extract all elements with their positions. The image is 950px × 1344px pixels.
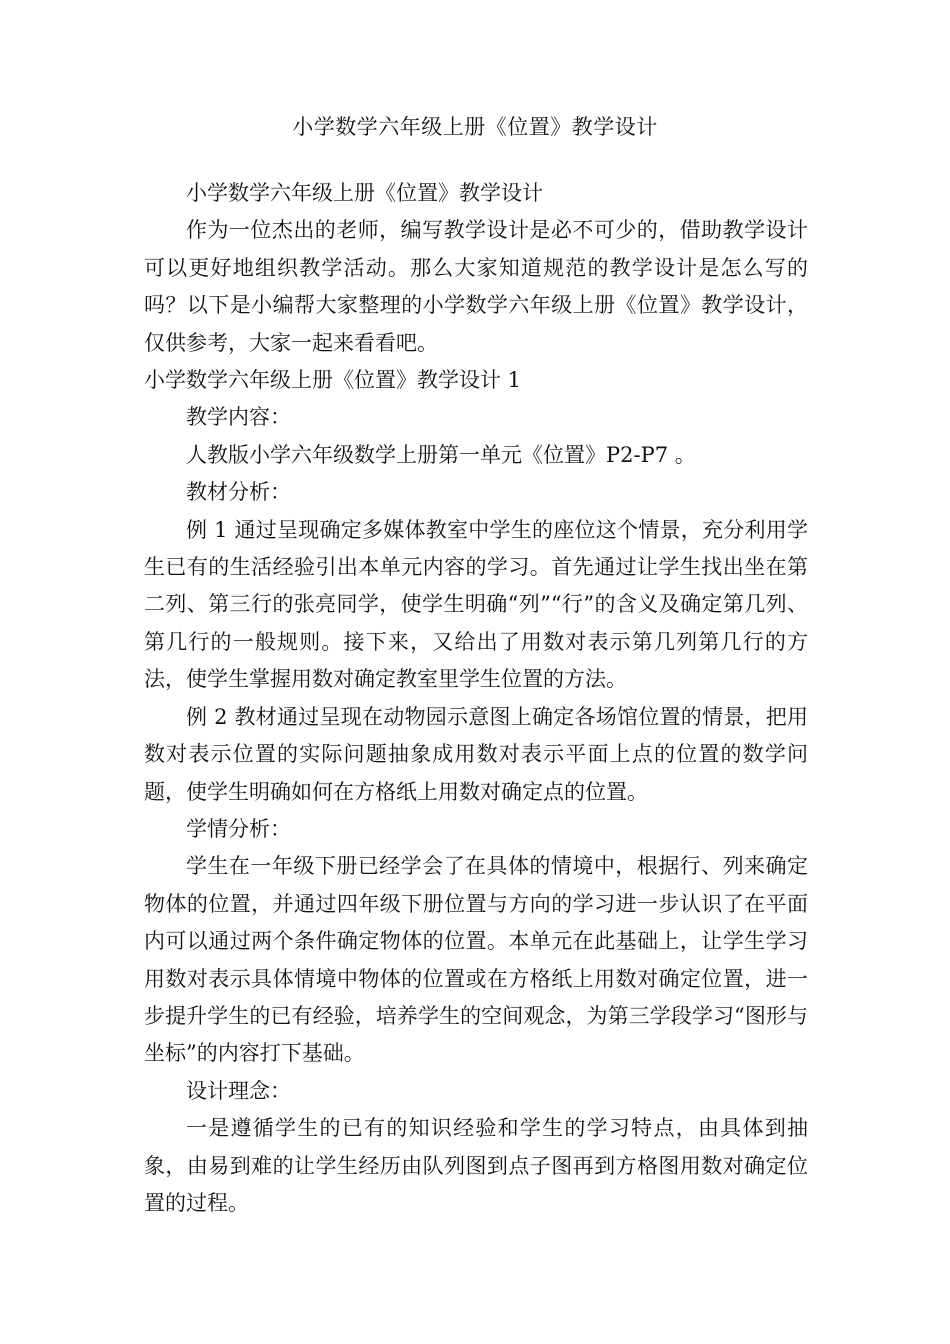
paragraph-intro: 作为一位杰出的老师，编写教学设计是必不可少的，借助教学设计可以更好地组织教学活动。那么大家知道规范的教学设计是怎么写的吗？以下是小编帮大家整理的小学数学六年级上册《位置》教学设计，仅供参考，大家一起来看看吧。: [144, 218, 808, 355]
paragraph-heading-teaching-content: 教学内容：: [186, 405, 291, 430]
paragraph-example-2: 例 2 教材通过呈现在动物园示意图上确定各场馆位置的情景，把用数对表示位置的实际问题抽象成用数对表示平面上点的位置的数学问题，使学生明确如何在方格纸上用数对确定点的位置。: [144, 704, 808, 804]
paragraph-teaching-content: 人教版小学六年级数学上册第一单元《位置》P2-P7 。: [186, 442, 696, 467]
paragraph-subtitle: 小学数学六年级上册《位置》教学设计: [186, 181, 543, 205]
document-title: 小学数学六年级上册《位置》教学设计: [292, 115, 658, 139]
paragraph-heading-material-analysis: 教材分析：: [186, 480, 291, 505]
paragraph-design-concept: 一是遵循学生的已有的知识经验和学生的学习特点，由具体到抽象，由易到难的让学生经历由队列图到点子图再到方格图用数对确定位置的过程。: [144, 1116, 808, 1215]
paragraph-heading-design-concept: 设计理念：: [186, 1078, 291, 1103]
document-body: [144, 175, 808, 1222]
section-heading: 小学数学六年级上册《位置》教学设计 1: [144, 368, 522, 393]
paragraph-example-1: 例 1 通过呈现确定多媒体教室中学生的座位这个情景，充分利用学生已有的生活经验引出本单元内容的学习。首先通过让学生找出坐在第二列、第三行的张亮同学，使学生明确“列”“行”的含义及确定第几列、第几行的一般规则。接下来，又给出了用数对表示第几列第几行的方法，使学生掌握用数对确定教室里学生位置的方法。: [144, 517, 808, 692]
paragraph-student-analysis: 学生在一年级下册已经学会了在具体的情境中，根据行、列来确定物体的位置，并通过四年级下册位置与方向的学习进一步认识了在平面内可以通过两个条件确定物体的位置。本单元在此基础上，让学生学习用数对表示具体情境中物体的位置或在方格纸上用数对确定位置，进一步提升学生的已有经验，培养学生的空间观念，为第三学段学习“图形与坐标”的内容打下基础。: [144, 854, 808, 1066]
paragraph-heading-student-analysis: 学情分析：: [186, 816, 291, 841]
